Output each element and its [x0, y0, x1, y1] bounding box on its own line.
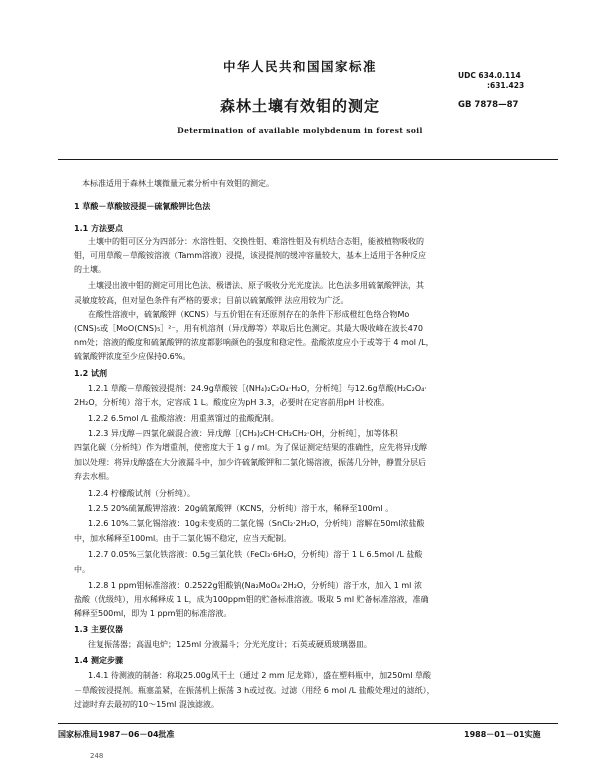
- instruments-paragraph: 往复振荡器；高温电炉；125ml 分液漏斗；分光光度计；石英或硬质玻璃器皿。: [88, 640, 372, 649]
- reagent-1-2-3: 弃去水相。: [74, 472, 114, 481]
- principle-paragraph-3: (CNS)₅或［MoO(CNS)₅］²⁻，用有机溶剂（异戊醇等）萃取后比色测定。其最大吸收峰在波长470: [74, 324, 423, 333]
- reagent-1-2-8: 稀释至500ml，即为 1 ppm钼的标准溶液。: [74, 609, 232, 618]
- principle-paragraph-1: 钼，可用草酸－草酸铵溶液（Tamm溶液）浸提，该浸提剂的缓冲容量较大，基本上适用于各种反应: [74, 251, 427, 260]
- step-1-4-1: 1.4.1 待测液的制备：称取25.00g风干土（通过 2 mm 尼龙筛），盛在塑料瓶中，加250ml 草酸: [88, 671, 432, 680]
- section-1-3-heading: 1.3 主要仪器: [74, 625, 123, 634]
- issuing-authority: 中华人民共和国国家标准: [222, 59, 377, 74]
- reagent-1-2-6: 中，加水稀释至100ml。由于二氯化锡不稳定，应当天配制。: [74, 534, 292, 543]
- reagent-1-2-4: 1.2.4 柠檬酸试剂（分析纯）。: [88, 489, 195, 498]
- step-1-4-1: 过滤时弃去最初的10～15ml 混浊滤液。: [74, 700, 219, 709]
- section-1-heading: 1 草酸－草酸铵浸提－硫氰酸钾比色法: [74, 202, 211, 211]
- approval-date: 国家标准局1987－06－04批准: [58, 730, 175, 739]
- header-divider: [58, 159, 558, 160]
- reagent-1-2-3: 1.2.3 异戊醇－四氯化碳混合液：异戊醇［(CH₃)₂CH·CH₂CH₂·OH，分析纯］，加等体积: [88, 429, 398, 438]
- standard-number: GB 7878—87: [458, 100, 519, 110]
- reagent-1-2-5: 1.2.5 20%硫氰酸钾溶液：20g硫氰酸钾（KCNS，分析纯）溶于水，稀释至100ml 。: [88, 504, 394, 513]
- english-title: Determination of available molybdenum in forest soil: [177, 126, 423, 135]
- principle-paragraph-3: 在酸性溶液中，硫氰酸钾（KCNS）与五价钼在有还原剂存在的条件下形成橙红色络合物Mo: [88, 310, 410, 319]
- reagent-1-2-8: 盐酸（优级纯），用水稀释成 1 L，成为100ppm钼的贮备标准溶液。吸取 5 ml 贮备标准溶液，准确: [74, 595, 429, 604]
- principle-paragraph-3: 硫氰酸钾浓度至少应保持0.6%。: [74, 352, 191, 361]
- reagent-1-2-2: 1.2.2 6.5mol /L 盐酸溶液：用重蒸馏过的盐酸配制。: [88, 414, 279, 423]
- principle-paragraph-2: 土壤浸出液中钼的测定可用比色法、极谱法、原子吸收分光光度法。比色法多用硫氰酸钾法，其: [88, 281, 424, 290]
- page-number: 248: [90, 752, 104, 760]
- footer-divider: [58, 723, 558, 724]
- reagent-1-2-3: 加以处理：将异戊醇盛在大分液漏斗中，加少许硫氰酸钾和二氯化锡溶液，振荡几分钟，静置分层后: [74, 458, 426, 467]
- standard-title: 森林土壤有效钼的测定: [219, 97, 380, 115]
- principle-paragraph-1: 的土壤。: [74, 265, 106, 274]
- udc-code: UDC 634.0.114: [458, 71, 521, 80]
- principle-paragraph-2: 灵敏度较高，但对显色条件有严格的要求；目前以硫氰酸钾 法应用较为广泛。: [74, 296, 349, 305]
- scope-paragraph: 本标准适用于森林土壤微量元素分析中有效钼的测定。: [82, 179, 274, 188]
- section-1-4-heading: 1.4 测定步骤: [74, 656, 123, 665]
- section-1-2-heading: 1.2 试剂: [74, 369, 107, 378]
- reagent-1-2-6: 1.2.6 10%二氯化锡溶液：10g未变质的二氯化锡（SnCl₂·2H₂O，分析纯）溶解在50ml浓盐酸: [88, 519, 425, 528]
- implementation-date: 1988－01－01实施: [464, 730, 541, 739]
- reagent-1-2-7: 1.2.7 0.05%三氯化铁溶液：0.5g三氯化铁（FeCl₃·6H₂O，分析纯）溶于 1 L 6.5mol /L 盐酸: [88, 550, 423, 559]
- step-1-4-1: －草酸铵浸提剂。瓶塞盖紧，在振荡机上振荡 3 h或过夜。过滤（用经 6 mol /L 盐酸处理过的滤纸），: [74, 686, 435, 695]
- reagent-1-2-8: 1.2.8 1 ppm钼标准溶液：0.2522g钼酸钠(Na₂MoO₄·2H₂O，分析纯）溶于水，加入 1 ml 浓: [88, 581, 422, 590]
- reagent-1-2-7: 中。: [74, 565, 90, 574]
- reagent-1-2-1: 1.2.1 草酸－草酸铵浸提剂：24.9g草酸铵［(NH₄)₂C₂O₄·H₂O，分析纯］与12.6g草酸(H₂C₂O₄·: [88, 384, 427, 393]
- reagent-1-2-1: 2H₂O，分析纯）溶于水，定容成 1 L。酸度应为pH 3.3，必要时在定容前用pH 计校准。: [74, 398, 390, 407]
- principle-paragraph-1: 土壤中的钼可区分为四部分：水溶性钼、交换性钼、难溶性钼及有机结合态钼，能被植物吸收的: [88, 237, 424, 246]
- section-1-1-heading: 1.1 方法要点: [74, 224, 123, 233]
- udc-code-sub: :631.423: [487, 81, 525, 90]
- reagent-1-2-3: 四氯化碳（分析纯）作为增重剂，使密度大于 1 g / ml。为了保证测定结果的准确性，应先将异戊醇: [74, 443, 428, 452]
- principle-paragraph-3: nm处；溶液的酸度和硫氰酸钾的浓度都影响颜色的强度和稳定性。盐酸浓度应小于或等于 4 mol /L，: [74, 338, 434, 347]
